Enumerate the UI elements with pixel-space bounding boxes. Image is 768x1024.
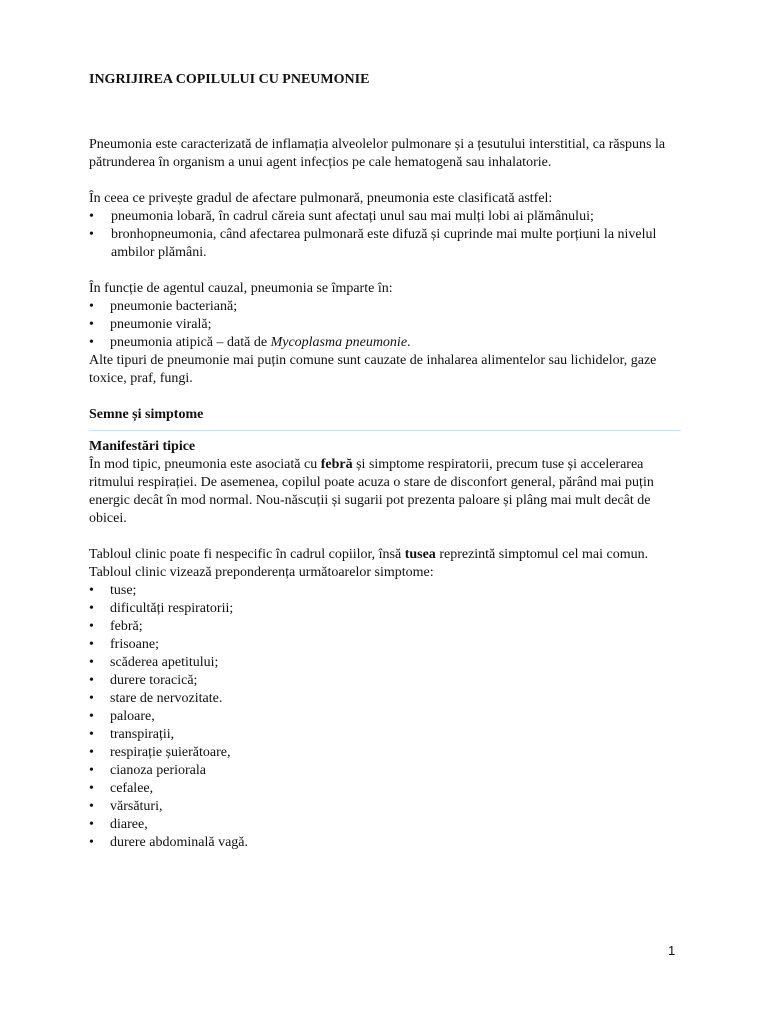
clinical-paragraph <box>89 546 689 564</box>
list-item: • durere abdominală vagă. <box>89 834 689 852</box>
classification-list <box>89 208 689 262</box>
list-item: • cianoza periorala <box>89 762 689 780</box>
intro-paragraph: Pneumonia este caracterizată de inflamația alveolelor pulmonare și a țesutului interstitial, ca răspuns la pătrunderea în organism a unui agent infecțios pe cale hematogenă sau inhalatorie. <box>89 137 666 170</box>
typical-text-b: și simptome respiratorii, precum tuse și accelerarea ritmului respirației. De asemenea, copilul poate acuza o stare de disconfort general, părând mai puțin energic decât în mod normal. Nou-născuții și sugarii pot prezenta paloare și plâng mai mult decât de obicei. <box>89 457 654 526</box>
cause-intro: În funcție de agentul cauzal, pneumonia se împarte în: <box>89 281 393 296</box>
list-item: • scăderea apetitului; <box>89 654 689 672</box>
list-item: • febră; <box>89 618 689 636</box>
section-heading: Semne și simptome <box>89 407 204 422</box>
list-item: • respirație șuierătoare, <box>89 744 689 762</box>
list-item: • transpirații, <box>89 726 689 744</box>
typical-bold: febră <box>320 457 353 472</box>
symptoms-list <box>89 582 689 852</box>
other-types-paragraph: Alte tipuri de pneumonie mai puțin comune sunt cauzate de inhalarea alimentelor sau lichidelor, gaze toxice, praf, fungi. <box>89 353 657 386</box>
classification-intro: În ceea ce privește gradul de afectare pulmonară, pneumonia este clasificată astfel: <box>89 191 553 206</box>
atypical-prefix: pneumonia atipică – dată de <box>110 335 271 350</box>
list-item: • frisoane; <box>89 636 689 654</box>
list-item: • stare de nervozitate. <box>89 690 689 708</box>
subheading: Manifestări tipice <box>89 439 196 454</box>
list-item: • pneumonie bacteriană; <box>89 298 689 316</box>
list-item: • tuse; <box>89 582 689 600</box>
list-item: • pneumonie virală; <box>89 316 689 334</box>
clinical-text-b: reprezintă simptomul cel mai comun. <box>435 547 649 562</box>
causes-list <box>89 298 689 352</box>
list-item: • dificultăți respiratorii; <box>89 600 689 618</box>
list-item: • durere toracică; <box>89 672 689 690</box>
list-item: • diaree, <box>89 816 689 834</box>
list-item: • paloare, <box>89 708 689 726</box>
atypical-italic: Mycoplasma pneumonie <box>270 335 408 350</box>
atypical-suffix: . <box>407 335 411 350</box>
document-title: INGRIJIREA COPILULUI CU PNEUMONIE <box>89 72 370 87</box>
list-item: • cefalee, <box>89 780 689 798</box>
document-body <box>89 71 689 852</box>
clinical-bold: tusea <box>404 547 436 562</box>
section-divider <box>89 430 681 431</box>
clinical-text-a: Tabloul clinic poate fi nespecific în cadrul copiilor, însă <box>89 547 405 562</box>
symptoms-intro: Tabloul clinic vizează preponderența următoarelor simptome: <box>89 565 434 580</box>
list-item: • pneumonia lobară, în cadrul căreia sunt afectați unul sau mai mulți lobi ai plămânului; <box>89 208 689 226</box>
list-item: • bronhopneumonia, când afectarea pulmonară este difuză și cuprinde mai multe porțiuni la nivelul ambilor plămâni. <box>89 226 689 262</box>
list-item: • vărsături, <box>89 798 689 816</box>
list-item <box>89 334 689 352</box>
typical-paragraph <box>89 456 689 528</box>
typical-text-a: În mod tipic, pneumonia este asociată cu <box>89 457 321 472</box>
page-number: 1 <box>668 943 676 958</box>
